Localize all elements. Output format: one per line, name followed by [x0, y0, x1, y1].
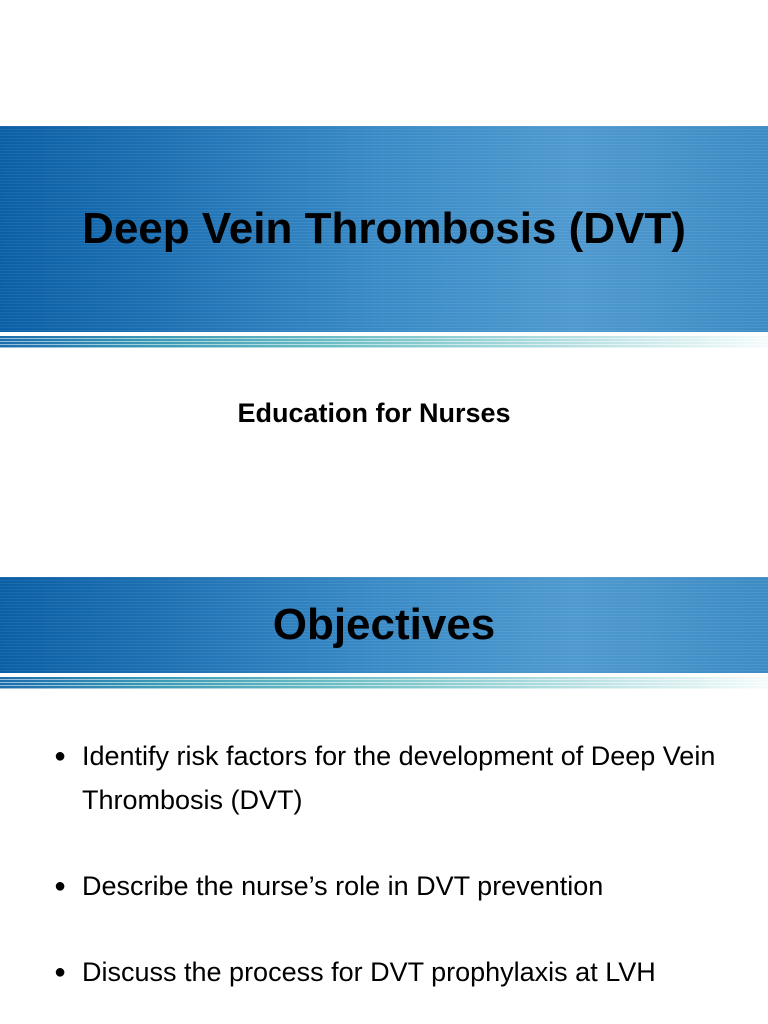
accent-stripe [0, 677, 768, 689]
list-item [54, 864, 754, 908]
objective-text: Identify risk factors for the development of Deep Vein Thrombosis (DVT) [82, 741, 716, 815]
bullet-icon: ● [54, 961, 67, 983]
list-item [54, 734, 754, 822]
objectives-banner [0, 577, 768, 673]
objectives-list [54, 734, 754, 994]
accent-stripe [0, 336, 768, 348]
objective-text: Describe the nurse’s role in DVT prevention [82, 871, 604, 901]
slide-subtitle: Education for Nurses [237, 398, 511, 428]
list-item [54, 950, 754, 994]
bullet-icon: ● [54, 745, 67, 767]
objective-text: Discuss the process for DVT prophylaxis at LVH [82, 957, 656, 987]
objectives-heading: Objectives [272, 600, 496, 649]
slide-title: Deep Vein Thrombosis (DVT) [82, 204, 686, 253]
title-banner [0, 126, 768, 332]
bullet-icon: ● [54, 875, 67, 897]
